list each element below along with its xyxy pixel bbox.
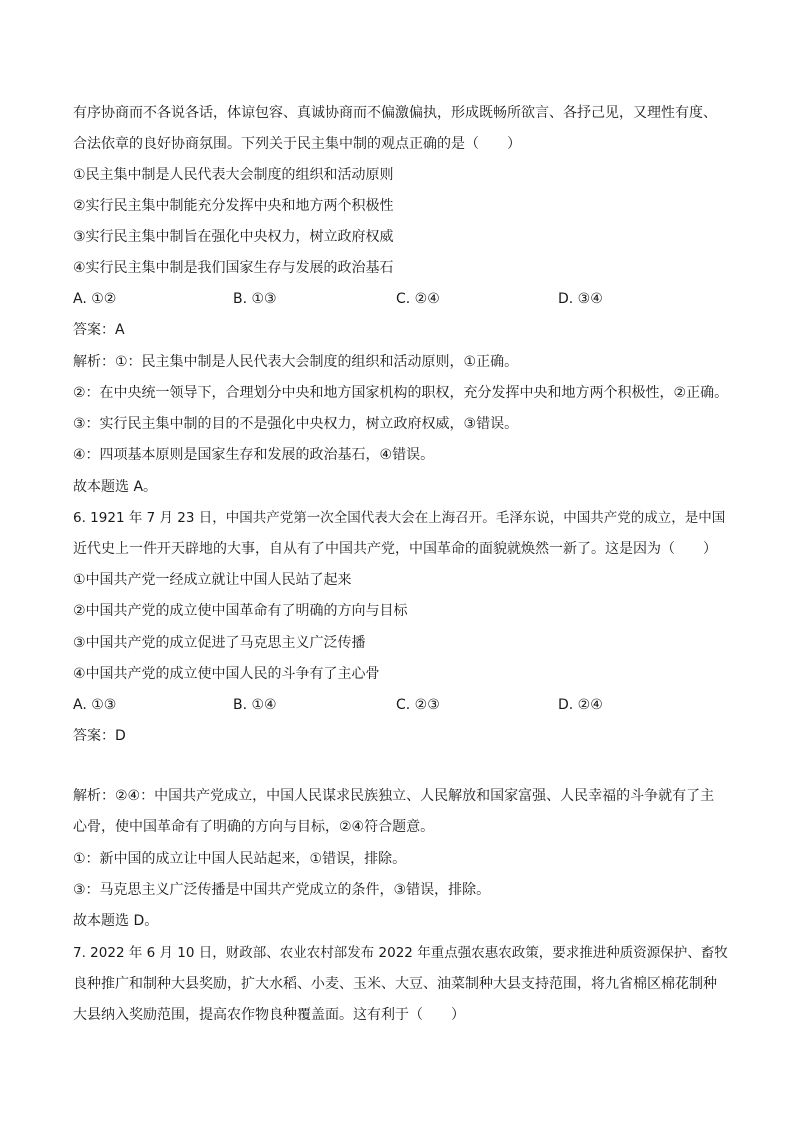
q6-item-4: ④中国共产党的成立使中国人民的斗争有了主心骨 — [73, 666, 380, 682]
q5-item-2: ②实行民主集中制能充分发挥中央和地方两个积极性 — [73, 198, 394, 214]
q5-stem-line-1: 有序协商而不各说各话，体谅包容、真诚协商而不偏激偏执，形成既畅所欲言、各抒己见，又理性有度、 — [73, 105, 717, 121]
q6-analysis-3: ①：新中国的成立让中国人民站起来，①错误，排除。 — [73, 851, 407, 867]
q6-item-1: ①中国共产党一经成立就让中国人民站了起来 — [73, 572, 352, 588]
q6-item-3: ③中国共产党的成立促进了马克思主义广泛传播 — [73, 635, 366, 651]
q5-option-b: B. ①③ — [233, 291, 277, 307]
q6-stem-line-1: 6. 1921 年 7 月 23 日，中国共产党第一次全国代表大会在上海召开。毛泽东说，中国共产党的成立，是中国 — [73, 510, 726, 526]
q7-stem-line-2: 良种推广和制种大县奖励，扩大水稻、小麦、玉米、大豆、油菜制种大县支持范围，将九省棉区棉花制种 — [73, 976, 717, 992]
q6-analysis-4: ③：马克思主义广泛传播是中国共产党成立的条件，③错误，排除。 — [73, 882, 491, 898]
q6-answer: 答案：D — [73, 728, 126, 744]
q5-analysis-1: 解析：①：民主集中制是人民代表大会制度的组织和活动原则，①正确。 — [73, 354, 519, 370]
q7-stem-line-3: 大县纳入奖励范围，提高农作物良种覆盖面。这有利于（ ） — [73, 1007, 465, 1023]
q6-analysis-1: 解析：②④：中国共产党成立，中国人民谋求民族独立、人民解放和国家富强、人民幸福的斗争就有了主 — [73, 788, 715, 804]
q5-stem-line-2: 合法依章的良好协商氛围。下列关于民主集中制的观点正确的是（ ） — [73, 136, 521, 152]
q6-item-2: ②中国共产党的成立使中国革命有了明确的方向与目标 — [73, 603, 408, 619]
q5-item-1: ①民主集中制是人民代表大会制度的组织和活动原则 — [73, 167, 394, 183]
q5-option-d: D. ③④ — [558, 291, 603, 307]
q6-stem-line-2: 近代史上一件开天辟地的大事，自从有了中国共产党，中国革命的面貌就焕然一新了。这是因为（ ） — [73, 541, 717, 557]
q5-option-a: A. ①② — [73, 291, 117, 307]
q5-answer: 答案：A — [73, 322, 125, 338]
q5-item-3: ③实行民主集中制旨在强化中央权力，树立政府权威 — [73, 229, 394, 245]
q5-option-c: C. ②④ — [396, 291, 440, 307]
q6-option-a: A. ①③ — [73, 697, 117, 713]
q5-analysis-4: ④：四项基本原则是国家生存和发展的政治基石，④错误。 — [73, 447, 435, 463]
q6-option-b: B. ①④ — [233, 697, 277, 713]
q5-analysis-2: ②：在中央统一领导下，合理划分中央和地方国家机构的职权，充分发挥中央和地方两个积极性，②正确。 — [73, 385, 729, 401]
q5-analysis-3: ③：实行民主集中制的目的不是强化中央权力，树立政府权威，③错误。 — [73, 416, 519, 432]
q5-item-4: ④实行民主集中制是我们国家生存与发展的政治基石 — [73, 260, 394, 276]
q6-conclusion: 故本题选 D。 — [73, 913, 159, 929]
q5-conclusion: 故本题选 A。 — [73, 479, 158, 495]
q6-analysis-2: 心骨，使中国革命有了明确的方向与目标，②④符合题意。 — [73, 819, 435, 835]
q6-option-d: D. ②④ — [558, 697, 603, 713]
q7-stem-line-1: 7. 2022 年 6 月 10 日，财政部、农业农村部发布 2022 年重点强农惠农政策，要求推进种质资源保护、畜牧 — [73, 945, 728, 961]
q6-option-c: C. ②③ — [396, 697, 440, 713]
